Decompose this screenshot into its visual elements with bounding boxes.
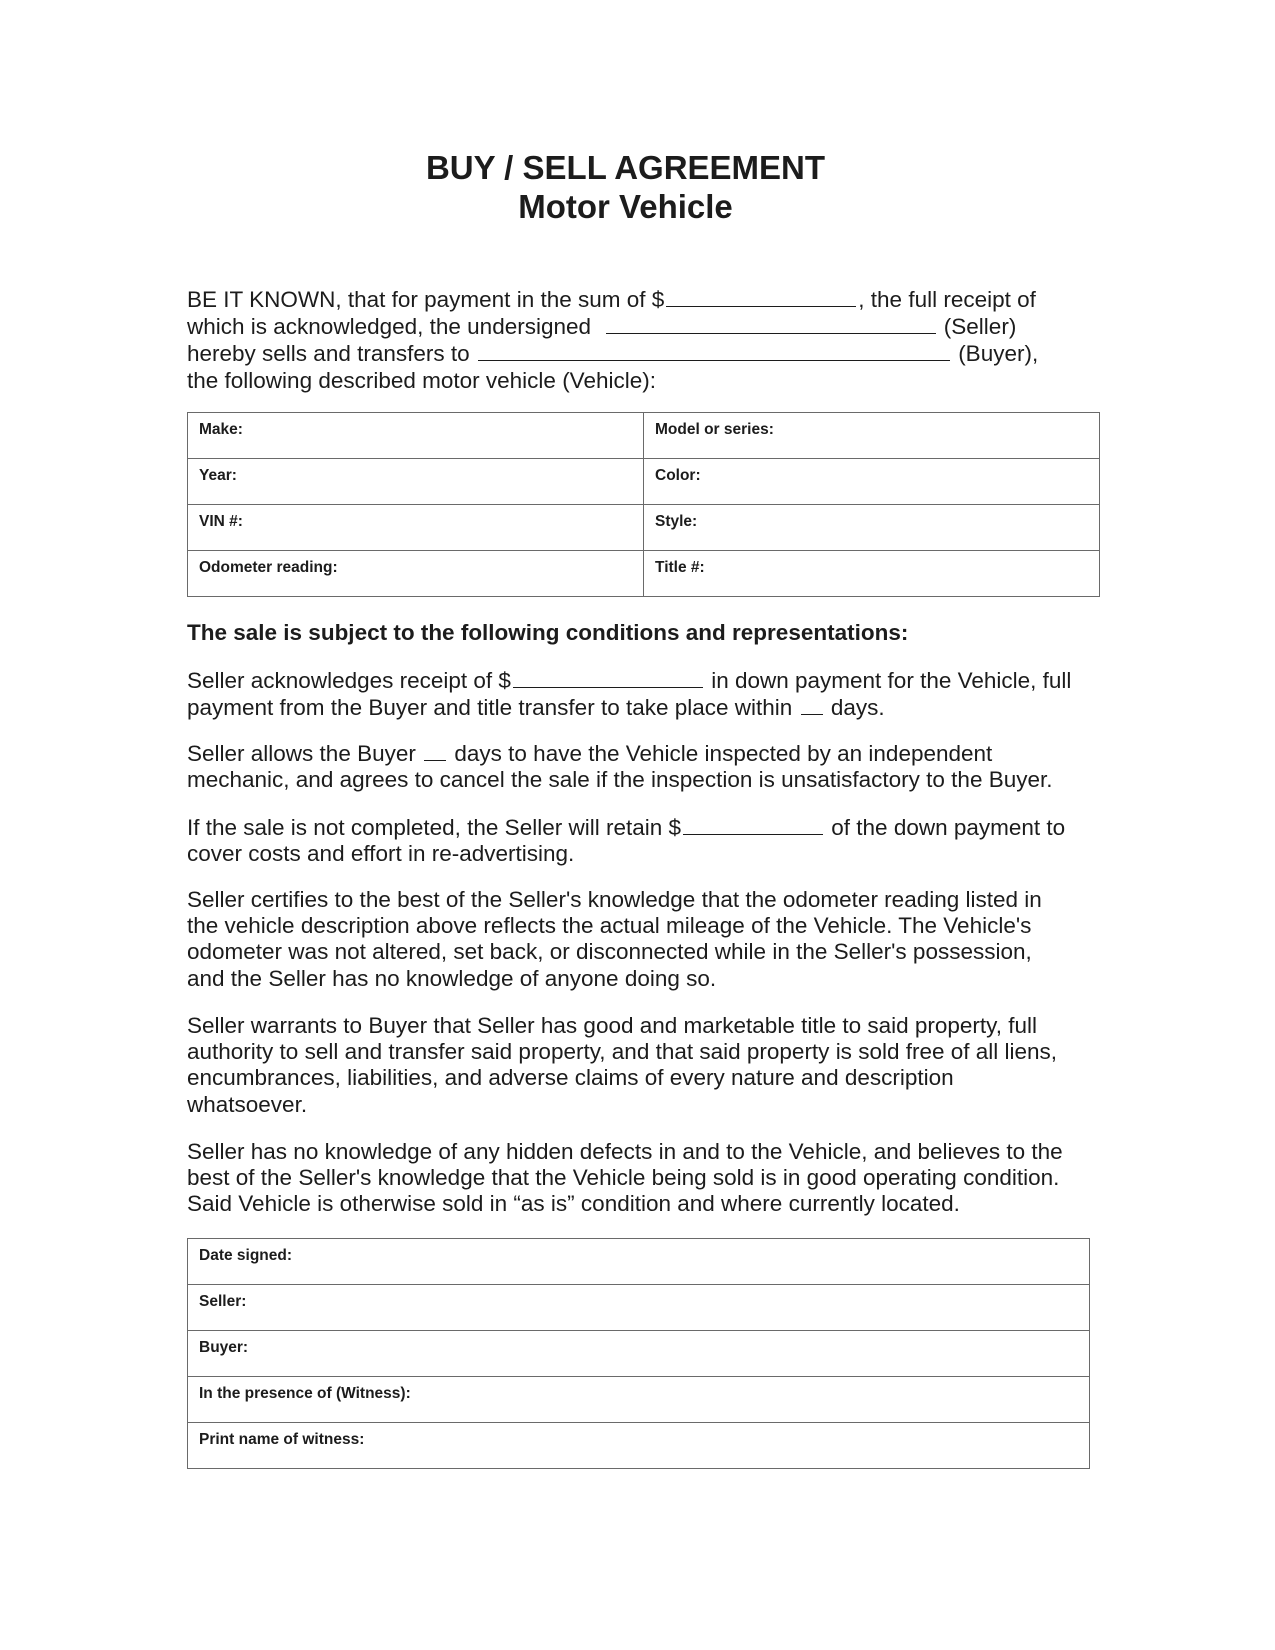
style-field[interactable]: Style:: [644, 505, 1100, 551]
document-title: BUY / SELL AGREEMENT: [425, 149, 826, 186]
vehicle-description-table: [187, 412, 1100, 597]
paragraph-line: best of the Seller's knowledge that the Vehicle being sold is in good operating condition.: [187, 1165, 1060, 1191]
retain-paragraph: [187, 814, 1127, 867]
paragraph-line: Seller has no knowledge of any hidden defects in and to the Vehicle, and believes to the: [187, 1139, 1063, 1164]
paragraph-line: whatsoever.: [187, 1091, 308, 1117]
paragraph-line: and the Seller has no knowledge of anyone doing so.: [187, 965, 717, 991]
make-field[interactable]: Make:: [188, 413, 644, 459]
down-payment-paragraph: [187, 667, 1127, 721]
year-field[interactable]: Year:: [188, 459, 644, 505]
payment-sum-blank[interactable]: [666, 286, 856, 307]
buyer-signature-field[interactable]: Buyer:: [188, 1331, 1090, 1377]
date-signed-field[interactable]: Date signed:: [188, 1239, 1090, 1285]
intro-line-1: [187, 286, 1127, 313]
buyer-name-blank[interactable]: [478, 340, 950, 361]
paragraph-line: [187, 667, 1127, 694]
intro-line-3: [187, 340, 1127, 367]
intro-line-2: [187, 313, 1127, 340]
paragraph-text: days to have the Vehicle inspected by an independent: [454, 741, 993, 766]
paragraph-text: in down payment for the Vehicle, full: [711, 668, 1072, 693]
color-field[interactable]: Color:: [644, 459, 1100, 505]
paragraph-line: mechanic, and agrees to cancel the sale if the inspection is unsatisfactory to the Buyer.: [187, 767, 1053, 793]
inspection-paragraph: [187, 740, 1127, 793]
seller-signature-field[interactable]: Seller:: [188, 1285, 1090, 1331]
paragraph-text: payment from the Buyer and title transfer to take place within: [187, 695, 793, 721]
intro-text: hereby sells and transfers to: [187, 341, 470, 367]
conditions-heading: The sale is subject to the following conditions and representations:: [187, 620, 909, 645]
paragraph-line: [187, 814, 1127, 841]
paragraph-text: of the down payment to: [831, 815, 1066, 840]
seller-name-blank[interactable]: [606, 313, 936, 334]
table-row: [188, 1423, 1090, 1469]
intro-text: (Seller): [943, 314, 1017, 340]
paragraph-line: [187, 694, 1127, 721]
table-row: [188, 413, 1100, 459]
table-row: [188, 1285, 1090, 1331]
witness-name-field[interactable]: Print name of witness:: [188, 1423, 1090, 1469]
transfer-days-blank[interactable]: [801, 694, 823, 715]
paragraph-line: [187, 740, 1127, 767]
intro-text: (Buyer),: [958, 341, 1039, 367]
paragraph-line: encumbrances, liabilities, and adverse claims of every nature and description: [187, 1065, 954, 1091]
intro-text: which is acknowledged, the undersigned: [187, 314, 592, 340]
paragraph-line: authority to sell and transfer said property, and that said property is sold free of all liens,: [187, 1039, 1058, 1065]
title-warranty-paragraph: [187, 1013, 1127, 1118]
intro-paragraph: [187, 286, 1127, 394]
paragraph-line: the vehicle description above reflects the actual mileage of the Vehicle. The Vehicle's: [187, 913, 1032, 939]
document-subtitle: Motor Vehicle: [518, 188, 733, 225]
witness-signature-field[interactable]: In the presence of (Witness):: [188, 1377, 1090, 1423]
table-row: [188, 505, 1100, 551]
down-payment-blank[interactable]: [513, 667, 703, 688]
table-row: [188, 1331, 1090, 1377]
paragraph-text: days.: [830, 695, 885, 721]
paragraph-line: Seller warrants to Buyer that Seller has good and marketable title to said property, full: [187, 1013, 1038, 1038]
odometer-field[interactable]: Odometer reading:: [188, 551, 644, 597]
table-row: [188, 1377, 1090, 1423]
paragraph-line: Said Vehicle is otherwise sold in “as is” condition and where currently located.: [187, 1191, 960, 1217]
paragraph-text: If the sale is not completed, the Seller will retain $: [187, 815, 682, 840]
paragraph-text: Seller allows the Buyer: [187, 741, 416, 766]
intro-text: BE IT KNOWN, that for payment in the sum of $: [187, 287, 665, 312]
vin-field[interactable]: VIN #:: [188, 505, 644, 551]
as-is-paragraph: [187, 1139, 1127, 1218]
table-row: [188, 551, 1100, 597]
signature-table: [187, 1238, 1090, 1469]
title-number-field[interactable]: Title #:: [644, 551, 1100, 597]
table-row: [188, 1239, 1090, 1285]
intro-text: , the full receipt of: [858, 287, 1036, 312]
paragraph-line: Seller certifies to the best of the Seller's knowledge that the odometer reading listed in: [187, 887, 1042, 912]
table-row: [188, 459, 1100, 505]
model-field[interactable]: Model or series:: [644, 413, 1100, 459]
inspection-days-blank[interactable]: [424, 740, 446, 761]
retain-amount-blank[interactable]: [683, 814, 823, 835]
odometer-paragraph: [187, 887, 1127, 992]
paragraph-line: odometer was not altered, set back, or disconnected while in the Seller's possession,: [187, 939, 1032, 965]
intro-line-4: the following described motor vehicle (Vehicle):: [187, 367, 656, 393]
paragraph-line: cover costs and effort in re-advertising.: [187, 841, 575, 867]
paragraph-text: Seller acknowledges receipt of $: [187, 668, 511, 693]
